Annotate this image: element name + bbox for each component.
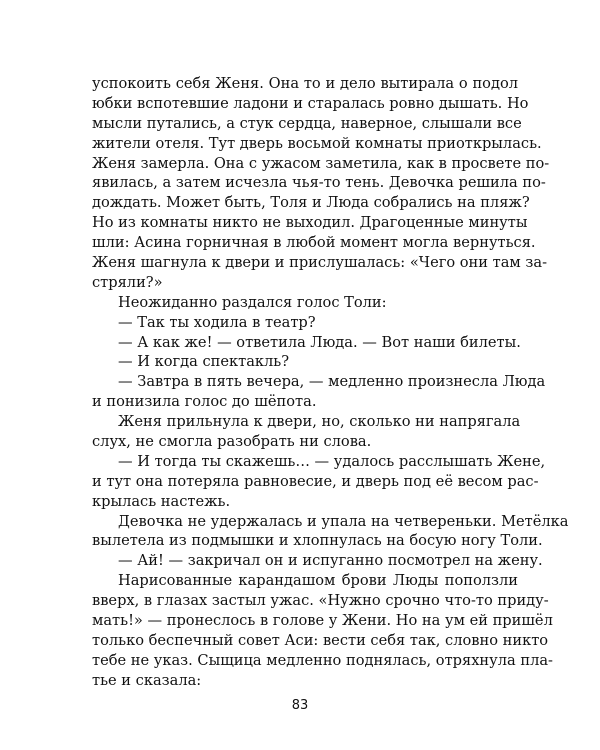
text-line: и понизила голос до шёпота. <box>92 393 317 411</box>
text-line: слух, не смогла разобрать ни слова. <box>92 433 372 451</box>
text-line: мысли путались, а стук сердца, наверное, слышали все <box>92 114 522 132</box>
text-line: стряли?» <box>92 273 163 291</box>
text-line: юбки вспотевшие ладони и старалась ровно дышать. Но <box>92 94 529 112</box>
text-line: Женя шагнула к двери и прислушалась: «Чего они там за- <box>92 254 548 272</box>
text-line: Девочка не удержалась и упала на четвереньки. Метёлка <box>118 512 569 530</box>
text-line: — Завтра в пять вечера, — медленно произнесла Люда <box>118 373 546 391</box>
text-line: Но из комнаты никто не выходил. Драгоценные минуты <box>92 214 528 232</box>
text-line: — А как же! — ответила Люда. — Вот наши билеты. <box>118 333 521 351</box>
text-line: вверх, в глазах застыл ужас. «Нужно срочно что-то приду- <box>92 592 549 610</box>
text-line: тебе не указ. Сыщица медленно поднялась, отряхнула пла- <box>92 651 553 669</box>
text-line: явилась, а затем исчезла чья-то тень. Девочка решила по- <box>92 174 546 192</box>
text-line: дождать. Может быть, Толя и Люда собрались на пляж? <box>92 194 530 212</box>
text-line: только беспечный совет Аси: вести себя так, словно никто <box>92 631 549 649</box>
text-line: мать!» — пронеслось в голове у Жени. Но на ум ей пришёл <box>92 612 553 630</box>
text-line: Неожиданно раздался голос Толи: <box>118 293 387 311</box>
text-line: жители отеля. Тут дверь восьмой комнаты приоткрылась. <box>92 134 542 152</box>
body-text <box>92 74 569 691</box>
text-line: — Так ты ходила в театр? <box>118 313 316 331</box>
text-line: и тут она потеряла равновесие, и дверь под её весом рас- <box>92 472 539 490</box>
text-line: — И тогда ты скажешь… — удалось расслышать Жене, <box>118 452 546 470</box>
text-line: шли: Асина горничная в любой момент могла вернуться. <box>92 234 536 252</box>
text-line: — Ай! — закричал он и испуганно посмотрел на жену. <box>118 552 543 570</box>
text-line: вылетела из подмышки и хлопнулась на босую ногу Толи. <box>92 532 543 550</box>
text-line: Женя прильнула к двери, но, сколько ни напрягала <box>118 413 521 431</box>
text-line: Нарисованные карандашом брови Люды поползли <box>118 572 518 590</box>
text-line: тье и сказала: <box>92 671 202 689</box>
text-line: Женя замерла. Она с ужасом заметила, как в просвете по- <box>92 154 550 172</box>
text-line: — И когда спектакль? <box>118 353 290 371</box>
text-line: успокоить себя Женя. Она то и дело вытирала о подол <box>92 75 518 92</box>
page-number: 83 <box>291 698 309 713</box>
text-line: крылась настежь. <box>92 492 231 510</box>
